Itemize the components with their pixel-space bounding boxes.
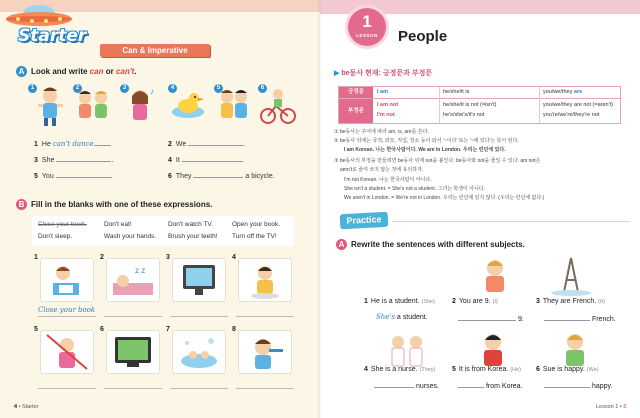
korean-boy-illustration xyxy=(470,330,516,370)
exercise-a-5 xyxy=(34,170,113,180)
frame-number: 6 xyxy=(100,326,104,333)
frame-number: 4 xyxy=(232,254,236,261)
filled-answer[interactable] xyxy=(53,140,94,148)
practice-divider xyxy=(392,221,630,222)
item-number: 3 xyxy=(536,298,540,305)
happy-girl-illustration xyxy=(552,330,598,370)
exercise-a-3 xyxy=(34,154,113,164)
table-row-head: 부정문 xyxy=(339,99,373,123)
tv-on-illustration xyxy=(107,331,159,373)
item-subject: She xyxy=(41,157,55,164)
grammar-note: amn't로 줄여 쓰지 않는 것에 유의하자. xyxy=(340,167,424,173)
item-hint: (It) xyxy=(598,299,605,305)
word-option: Don't eat! xyxy=(104,221,132,228)
answer-word: dance xyxy=(72,140,94,148)
item-text: They are French. xyxy=(542,298,597,305)
grammar-heading xyxy=(334,68,432,78)
word-option: Don't watch TV. xyxy=(168,221,213,228)
brushing-teeth-illustration xyxy=(239,331,291,373)
picture-number: 5 xyxy=(214,84,223,93)
section-b-letter: B xyxy=(16,199,27,210)
item-subject: They xyxy=(175,173,192,180)
practice-4 xyxy=(364,366,435,373)
word-box xyxy=(32,216,294,246)
frame-3 xyxy=(172,258,226,302)
table-cell: you're/we're/they're not xyxy=(543,112,600,118)
grammar-heading-text: be동사 현재: 긍정문과 부정문 xyxy=(341,70,433,77)
instruction-part: or xyxy=(103,67,116,76)
exercise-a-1 xyxy=(34,138,112,148)
frame-1 xyxy=(40,258,94,302)
boy-reading-illustration xyxy=(41,259,93,301)
table-cell: he/she/it is xyxy=(443,89,470,95)
table-cell: you/we/they are not (=aren't) xyxy=(543,102,613,108)
grammar-example: I'm not Korean. 나는 한국사람이 아니다. xyxy=(344,177,432,183)
keyword-can: can xyxy=(89,67,104,76)
answer-line[interactable] xyxy=(104,316,162,317)
word-option: Don't sleep. xyxy=(38,233,73,240)
nurses-illustration xyxy=(384,330,430,370)
filled-answer[interactable]: She's xyxy=(376,313,395,321)
table-cell-text: you/we/they xyxy=(543,89,574,95)
practice-1-answer xyxy=(376,313,428,321)
item-end: . xyxy=(243,141,246,148)
grammar-example: I am Korean. 나는 한국사람이다. We are in London. 우리는 런던에 있다. xyxy=(344,147,506,153)
picture-1 xyxy=(28,84,68,128)
picture-number: 3 xyxy=(120,84,129,93)
table-divider xyxy=(539,87,540,123)
item-number: 2 xyxy=(168,141,172,148)
item-hint: (He) xyxy=(510,367,521,373)
picture-2 xyxy=(73,84,113,128)
word-option: Brush your teeth! xyxy=(168,233,218,240)
table-cell: he's/she's/it's not xyxy=(443,112,485,118)
lesson-title: People xyxy=(398,28,448,45)
item-number: 1 xyxy=(34,141,38,148)
frame-1-answer[interactable]: Close your book xyxy=(38,306,96,314)
practice-1 xyxy=(364,298,435,305)
item-text: She is a nurse. xyxy=(370,366,418,373)
grammar-table xyxy=(338,86,621,124)
picture-5 xyxy=(214,84,254,128)
exercise-a-2 xyxy=(168,138,245,148)
answer-blank[interactable] xyxy=(458,380,484,388)
practice-banner: Practice xyxy=(340,212,389,229)
section-b-instruction: Fill in the blanks with one of these expressions. xyxy=(31,200,213,209)
picture-3 xyxy=(120,84,160,128)
answer-line[interactable] xyxy=(38,388,96,389)
practice-5-answer xyxy=(458,380,523,390)
table-divider xyxy=(339,98,620,99)
item-end: a bicycle. xyxy=(245,173,275,180)
answer-blank[interactable] xyxy=(56,170,111,178)
lesson-label: LESSON xyxy=(356,33,378,38)
page-number: 4 xyxy=(14,404,18,410)
answer-blank[interactable] xyxy=(188,138,246,148)
item-number: 4 xyxy=(364,366,368,373)
answer-line[interactable] xyxy=(170,316,228,317)
topic-tag: Can & Imperative xyxy=(100,44,210,57)
frame-number: 1 xyxy=(34,254,38,261)
table-cell: I am xyxy=(377,89,389,95)
practice-6-answer xyxy=(544,380,612,390)
practice-2-answer xyxy=(458,313,524,323)
answer-blank[interactable] xyxy=(544,313,590,321)
item-subject: He xyxy=(41,141,51,148)
picture-number: 1 xyxy=(28,84,37,93)
svg-text:♪: ♪ xyxy=(150,87,154,96)
book-gutter xyxy=(318,0,322,418)
word-option: Wash your hands. xyxy=(104,233,157,240)
page-footer-left: 4 • Starter xyxy=(14,404,39,410)
answer-blank[interactable] xyxy=(374,380,414,388)
item-hint: (We) xyxy=(586,367,599,373)
item-subject: You xyxy=(41,173,54,180)
frame-number: 7 xyxy=(166,326,170,333)
item-hint: (I) xyxy=(492,299,498,305)
table-cell: he/she/it is not (=isn't) xyxy=(443,102,497,108)
practice-4-answer xyxy=(374,380,439,390)
table-cell xyxy=(543,89,582,95)
grammar-note: ② be동사 뒤에는 국적, 외모, 직업, 장소 등이 와서 '~이다' 또는 '~에 있다'는 뜻이 된다. xyxy=(334,138,519,144)
page-footer-right: Lesson 1 • 5 xyxy=(596,404,627,410)
frame-2 xyxy=(106,258,160,302)
practice-2 xyxy=(452,298,498,305)
answer-blank[interactable] xyxy=(56,154,114,164)
table-cell: I'm not xyxy=(377,112,395,118)
page-number: 5 xyxy=(623,404,627,410)
footer-label: Starter xyxy=(22,404,39,410)
word-option: Close your book. xyxy=(38,221,87,228)
sleeping-boy-illustration xyxy=(107,259,159,301)
item-number: 2 xyxy=(452,298,456,305)
picture-number: 6 xyxy=(258,84,267,93)
bullet-icon: ▶ xyxy=(334,70,340,77)
word-option: Open your book. xyxy=(232,221,281,228)
answer-line[interactable] xyxy=(104,388,162,389)
item-end: . xyxy=(241,157,244,164)
item-hint: (They) xyxy=(419,367,436,373)
eiffel-tower-illustration xyxy=(548,256,594,296)
section-a-letter: A xyxy=(16,66,27,77)
item-number: 6 xyxy=(168,173,172,180)
girl-crossed-illustration xyxy=(41,331,93,373)
item-text: It is from Korea. xyxy=(458,366,509,373)
frame-6 xyxy=(106,330,160,374)
svg-text:z z: z z xyxy=(135,266,146,275)
footer-label: Lesson 1 xyxy=(596,404,619,410)
boy-eating-illustration xyxy=(239,259,291,301)
instruction-part: . xyxy=(134,67,137,76)
frame-8 xyxy=(238,330,292,374)
grammar-note: ③ be동사의 부정을 만들려면 be동사 뒤에 not을 붙인다. be동사와 not을 줄일 수 있다. am not은 xyxy=(334,158,541,164)
tv-illustration xyxy=(173,259,225,301)
item-number: 6 xyxy=(536,366,540,373)
answer-line[interactable] xyxy=(38,316,96,317)
item-hint: (She) xyxy=(421,299,435,305)
answer-blank[interactable] xyxy=(94,138,110,146)
answer-end: from Korea. xyxy=(485,383,523,390)
practice-5 xyxy=(452,366,521,373)
exercise-a-4 xyxy=(168,154,244,164)
page-title: Starter xyxy=(18,26,87,46)
picture-number: 4 xyxy=(168,84,177,93)
table-cell: I am not xyxy=(377,102,399,108)
table-cell-text: are xyxy=(573,89,583,95)
answer-line[interactable] xyxy=(236,388,294,389)
item-end: . xyxy=(109,141,112,148)
frame-number: 2 xyxy=(100,254,104,261)
answer-end: a student. xyxy=(396,314,428,321)
answer-end: French. xyxy=(591,316,616,323)
practice-6 xyxy=(536,366,599,373)
table-row-head: 긍정문 xyxy=(339,87,373,98)
item-number: 4 xyxy=(168,157,172,164)
word-option: Turn off the TV! xyxy=(232,233,277,240)
frame-4 xyxy=(238,258,292,302)
lesson-number: 1 xyxy=(362,12,372,31)
lesson-badge xyxy=(348,8,386,46)
answer-end: happy. xyxy=(591,383,613,390)
answer-line[interactable] xyxy=(236,316,294,317)
student-girl-illustration xyxy=(472,256,518,296)
grammar-example: She isn't a student. = She's not a student. 그녀는 학생이 아니다. xyxy=(344,186,486,192)
section-a-instruction xyxy=(31,67,137,76)
right-page xyxy=(320,0,640,418)
item-text: He is a student. xyxy=(370,298,420,305)
answer-line[interactable] xyxy=(170,388,228,389)
answer-blank[interactable] xyxy=(458,313,516,321)
item-text: Sue is happy. xyxy=(542,366,585,373)
item-end: . xyxy=(110,173,113,180)
item-number: 5 xyxy=(34,173,38,180)
answer-blank[interactable] xyxy=(182,154,242,162)
answer-end: nurses. xyxy=(415,383,439,390)
practice-3-answer xyxy=(544,313,616,323)
picture-number: 2 xyxy=(73,84,82,93)
item-text: You are 9. xyxy=(458,298,491,305)
keyword-cant: can't xyxy=(115,67,135,76)
item-number: 3 xyxy=(34,157,38,164)
exercise-a-6 xyxy=(168,170,275,180)
item-number: 1 xyxy=(364,298,368,305)
frame-7 xyxy=(172,330,226,374)
item-subject: It xyxy=(175,157,180,164)
picture-4 xyxy=(168,84,208,128)
answer-blank[interactable] xyxy=(544,380,590,388)
frame-number: 5 xyxy=(34,326,38,333)
table-divider xyxy=(439,87,440,123)
frame-5 xyxy=(40,330,94,374)
item-subject: We xyxy=(175,141,187,148)
item-number: 5 xyxy=(452,366,456,373)
answer-end: 9. xyxy=(517,316,524,323)
practice-a-instruction: Rewrite the sentences with different subjects. xyxy=(351,240,525,249)
grammar-example: We aren't in London. = We're not in London. 우리는 런던에 있지 않다. (우리는 런던에 없다.) xyxy=(344,195,545,201)
grammar-note: ① be동사는 주어에 따라 am, is, are를 쓴다. xyxy=(334,129,429,135)
frame-number: 8 xyxy=(232,326,236,333)
picture-6 xyxy=(258,84,298,128)
practice-3 xyxy=(536,298,605,305)
ufo-illustration xyxy=(4,2,74,28)
practice-a-letter: A xyxy=(336,239,347,250)
item-end: . xyxy=(111,157,114,164)
instruction-part: Look and write xyxy=(31,67,90,76)
frame-number: 3 xyxy=(166,254,170,261)
answer-word: can't xyxy=(52,140,71,148)
picture-row xyxy=(28,84,298,130)
answer-blank[interactable] xyxy=(193,170,243,178)
washing-hands-illustration xyxy=(173,331,225,373)
